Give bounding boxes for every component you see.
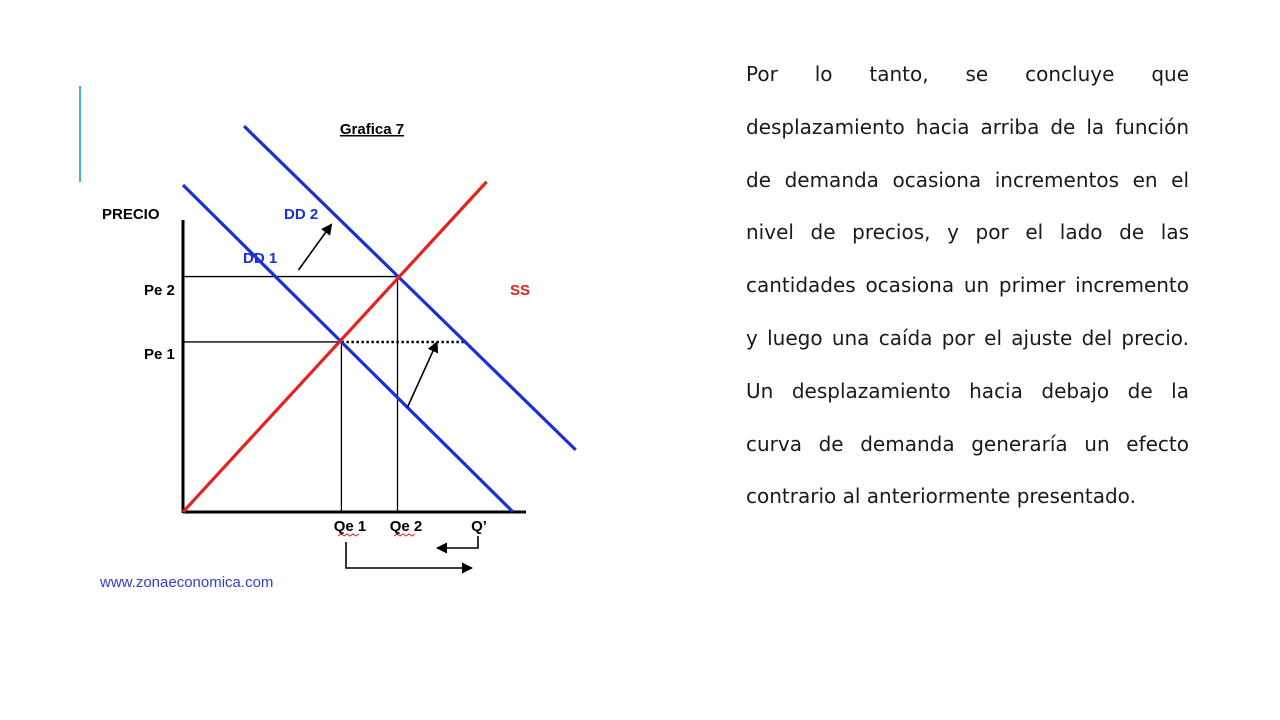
y-tick-label-pe2: Pe 2 — [144, 282, 175, 299]
y-axis-label: PRECIO — [102, 206, 160, 223]
chart-title: Grafica 7 — [339, 121, 405, 138]
chart-source: www.zonaeconomica.com — [100, 574, 274, 591]
arrow-q-prime-to-qe2 — [437, 536, 478, 548]
x-tick-label-q-prime: Q’ — [471, 518, 487, 535]
demand-shift-arrow-1 — [299, 224, 332, 270]
arrow-qe1-to-right — [346, 542, 472, 568]
y-tick-label-pe1: Pe 1 — [144, 346, 175, 363]
series-line-dd1 — [183, 185, 513, 512]
series-label-ss: SS — [510, 282, 531, 299]
demand-shift-arrow-2 — [407, 342, 437, 407]
chart — [90, 100, 590, 600]
series-label-dd2: DD 2 — [284, 206, 319, 223]
x-tick-label-qe1: Qe 1 — [333, 518, 367, 535]
accent-bar — [79, 86, 81, 182]
slide-paragraph: Por lo tanto, se concluye que desplazamiento hacia arriba de la función de demanda ocasiona incrementos en el nivel de precios, y por el lado de las cantidades ocasiona un primer incremento y luego una caída por el ajuste del precio. Un desplazamiento hacia debajo de la curva de demanda generaría un efecto contrario al anteriormente presentado. — [746, 62, 1189, 509]
x-tick-label-qe2: Qe 2 — [389, 518, 423, 535]
series-label-dd1: DD 1 — [243, 250, 278, 267]
